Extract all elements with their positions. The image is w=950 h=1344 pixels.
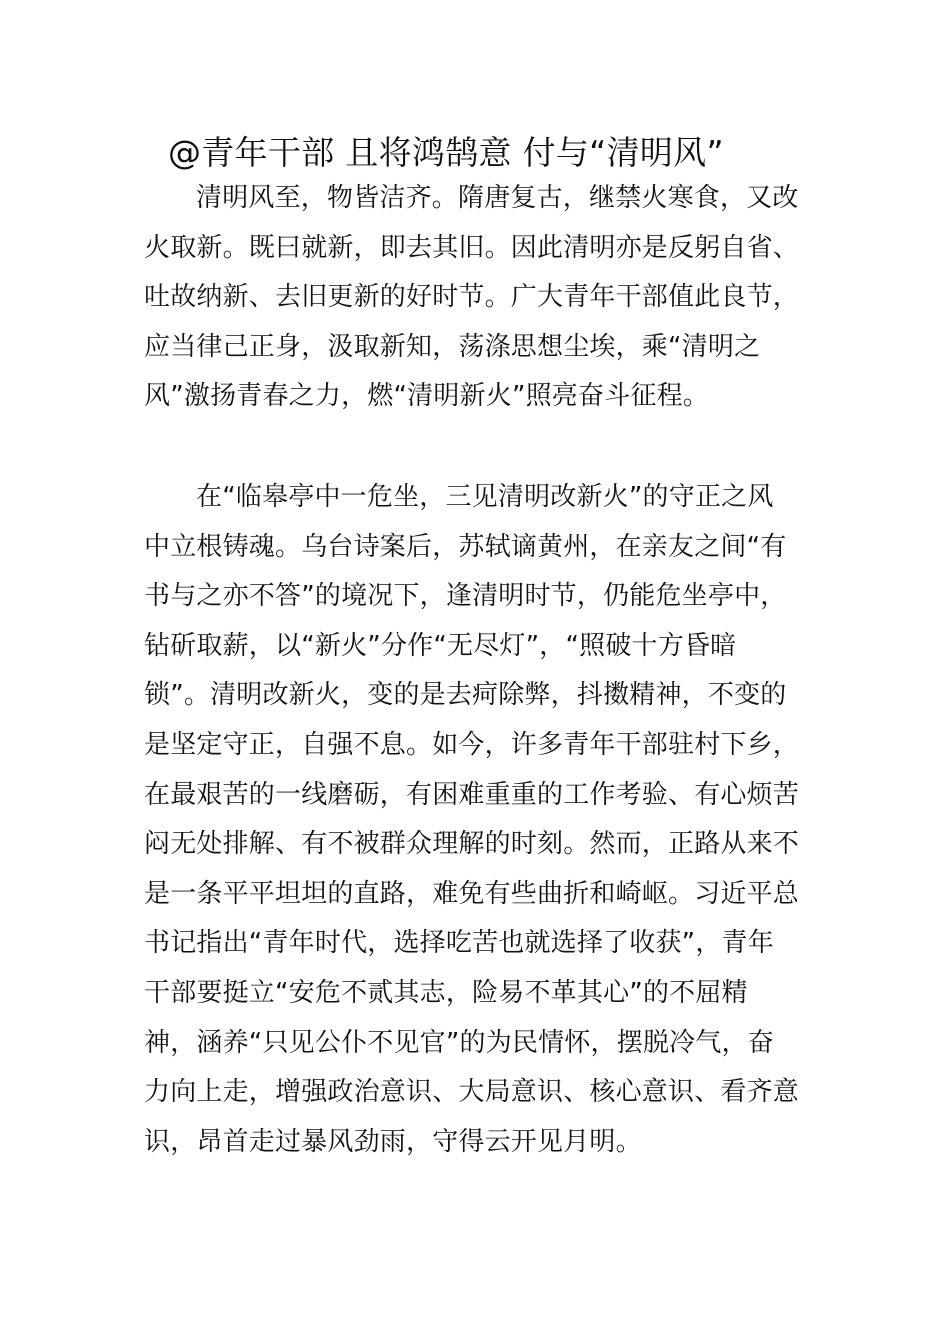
paragraph-1	[144, 174, 808, 422]
paragraph-line: 闷无处排解、有不被群众理解的时刻。然而，正路从来不	[144, 829, 800, 860]
paragraph-line: 在最艰苦的一线磨砺，有困难重重的工作考验、有心烦苦	[144, 779, 800, 810]
paragraph-line: 书与之亦不答”的境况下，逢清明时节，仍能危坐亭中，	[144, 581, 787, 612]
paragraph-line: 在“临皋亭中一危坐，三见清明改新火”的守正之风	[196, 482, 774, 512]
paragraph-line: 火取新。既曰就新，即去其旧。因此清明亦是反躬自省、	[144, 232, 800, 263]
paragraph-line: 是一条平平坦坦的直路，难免有些曲折和崎岖。习近平总	[144, 878, 800, 909]
paragraph-2	[144, 473, 808, 1167]
paragraph-line: 清明风至，物皆洁齐。隋唐复古，继禁火寒食，又改	[196, 183, 799, 213]
paragraph-line: 钻斫取薪，以“新火”分作“无尽灯”，“照破十方昏暗	[144, 630, 737, 661]
paragraph-line: 干部要挺立“安危不贰其志，险易不革其心”的不屈精	[144, 977, 748, 1008]
paragraph-line: 中立根铸魂。乌台诗案后，苏轼谪黄州，在亲友之间“有	[144, 531, 787, 562]
paragraph-line: 神，涵养“只见公仆不见官”的为民情怀，摆脱冷气，奋	[144, 1027, 774, 1058]
paragraph-line: 识，昂首走过暴风劲雨，守得云开见月明。	[144, 1126, 642, 1157]
document-title: @青年干部 且将鸿鹄意 付与“清明风”	[168, 133, 724, 172]
paragraph-line: 锁”。清明改新火，变的是去疴除弊，抖擞精神，不变的	[144, 680, 787, 711]
paragraph-line: 吐故纳新、去旧更新的好时节。广大青年干部值此良节，	[144, 282, 800, 313]
paragraph-line: 力向上走，增强政治意识、大局意识、核心意识、看齐意	[144, 1077, 800, 1108]
paragraph-line: 应当律己正身，汲取新知，荡涤思想尘埃，乘“清明之	[144, 331, 761, 362]
paragraph-line: 是坚定守正，自强不息。如今，许多青年干部驻村下乡，	[144, 729, 800, 760]
paragraph-line: 风”激扬青春之力，燃“清明新火”照亮奋斗征程。	[144, 381, 710, 412]
paragraph-line: 书记指出“青年时代，选择吃苦也就选择了收获”，青年	[144, 928, 774, 959]
